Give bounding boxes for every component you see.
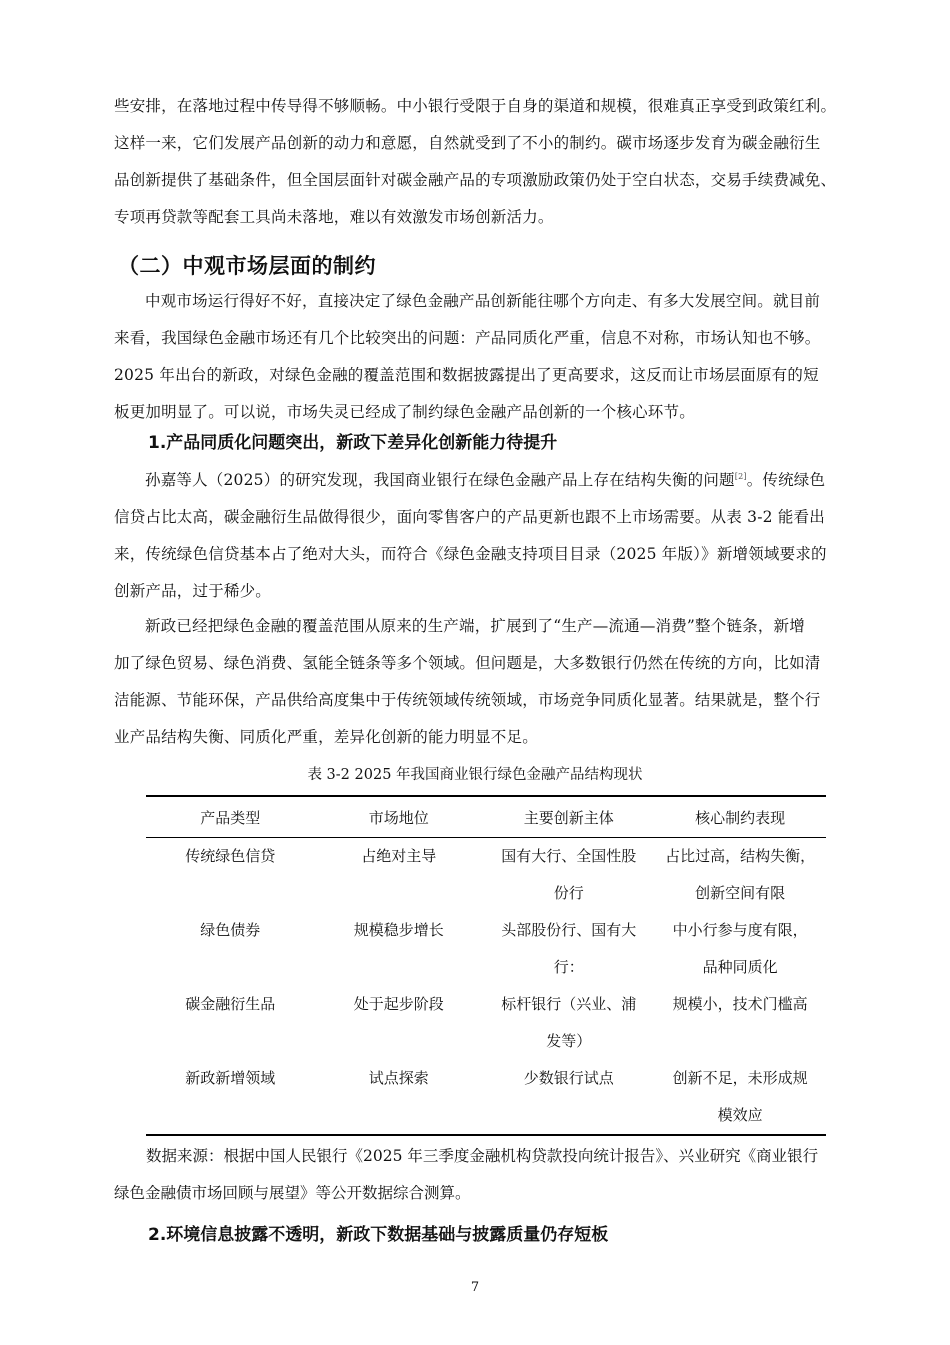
cell-line: 规模小，技术门槛高 bbox=[672, 995, 808, 1013]
table-cell: 规模稳步增长 bbox=[353, 921, 444, 939]
table-cell bbox=[483, 838, 654, 913]
table-cell bbox=[654, 1060, 826, 1135]
table-header-cell: 市场地位 bbox=[315, 796, 484, 838]
table-row bbox=[146, 838, 826, 913]
text-line: 来，传统绿色信贷基本占了绝对大头，而符合《绿色金融支持项目目录（2025 年版）》新增领域要求的 bbox=[114, 545, 827, 564]
text-line: 业产品结构失衡、同质化严重，差异化创新的能力明显不足。 bbox=[114, 728, 538, 746]
paragraph-policy-constraints bbox=[114, 88, 864, 236]
text-line: 品创新提供了基础条件，但全国层面针对碳金融产品的专项激励政策仍处于空白状态，交易手续费减免、 bbox=[114, 171, 837, 189]
text-segment: 。传统绿色 bbox=[746, 471, 826, 490]
text-line: 洁能源、节能环保，产品供给高度集中于传统领域传统领域，市场竞争同质化显著。结果就是，整个行 bbox=[114, 691, 821, 709]
text-line: 绿色金融债市场回顾与展望》等公开数据综合测算。 bbox=[114, 1184, 471, 1202]
text-line: 创新产品，过于稀少。 bbox=[114, 582, 272, 601]
table-cell bbox=[483, 912, 654, 986]
paragraph-research-findings bbox=[114, 458, 864, 610]
table-cell: 绿色债券 bbox=[200, 921, 261, 939]
table-row bbox=[146, 986, 826, 1060]
cell-line: 占比过高，结构失衡， bbox=[665, 847, 816, 865]
table-cell: 处于起步阶段 bbox=[353, 995, 444, 1013]
text-line: 板更加明显了。可以说，市场失灵已经成了制约绿色金融产品创新的一个核心环节。 bbox=[114, 403, 695, 421]
text-line: 来看，我国绿色金融市场还有几个比较突出的问题：产品同质化严重，信息不对称，市场认知也不够。 bbox=[114, 329, 821, 347]
text-line: 信贷占比太高，碳金融衍生品做得很少，面向零售客户的产品更新也跟不上市场需要。从表 3-2 能看出 bbox=[114, 508, 825, 527]
text-line: 数据来源：根据中国人民银行《2025 年三季度金融机构贷款投向统计报告》、兴业研究《商业银行 bbox=[146, 1147, 819, 1165]
product-structure-table bbox=[146, 795, 826, 1136]
subheading-disclosure: 2.环境信息披露不透明，新政下数据基础与披露质量仍存短板 bbox=[148, 1225, 609, 1245]
table-cell bbox=[483, 1060, 654, 1135]
cell-line: 标杆银行（兴业、浦 bbox=[501, 995, 637, 1013]
text-line bbox=[114, 458, 864, 499]
subheading-homogenization: 1.产品同质化问题突出，新政下差异化创新能力待提升 bbox=[148, 433, 558, 453]
cell-line: 行： bbox=[553, 958, 584, 976]
cell-line: 少数银行试点 bbox=[523, 1069, 614, 1087]
text-line: 新政已经把绿色金融的覆盖范围从原来的生产端，扩展到了“生产—流通—消费”整个链条，新增 bbox=[145, 617, 805, 635]
table-header-cell: 主要创新主体 bbox=[483, 796, 654, 838]
cell-line: 份行 bbox=[553, 884, 584, 902]
table-cell: 试点探索 bbox=[315, 1060, 484, 1135]
text-line: 中观市场运行得好不好，直接决定了绿色金融产品创新能往哪个方向走、有多大发展空间。就目前 bbox=[145, 292, 821, 310]
table-header-cell: 产品类型 bbox=[146, 796, 315, 838]
table-cell: 新政新增领域 bbox=[146, 1060, 315, 1135]
cell-line: 模效应 bbox=[717, 1106, 763, 1124]
table-row bbox=[146, 1060, 826, 1135]
table-cell bbox=[654, 986, 826, 1060]
table-cell bbox=[483, 986, 654, 1060]
section-heading-meso-market: （二）中观市场层面的制约 bbox=[118, 254, 376, 278]
cell-line: 头部股份行、国有大 bbox=[501, 921, 637, 939]
cell-line: 国有大行、全国性股 bbox=[501, 847, 637, 865]
cell-line: 品种同质化 bbox=[702, 958, 778, 976]
text-line: 2025 年出台的新政，对绿色金融的覆盖范围和数据披露提出了更高要求，这反而让市场层面原有的短 bbox=[114, 366, 819, 384]
cell-line: 创新不足，未形成规 bbox=[672, 1069, 808, 1087]
paragraph-new-policy bbox=[114, 608, 864, 756]
cell-line: 创新空间有限 bbox=[695, 884, 786, 902]
table-header-cell: 核心制约表现 bbox=[654, 796, 826, 838]
page-number: 7 bbox=[470, 1280, 480, 1295]
paragraph-meso-market bbox=[114, 283, 864, 431]
text-line: 些安排，在落地过程中传导得不够顺畅。中小银行受限于自身的渠道和规模，很难真正享受到政策红利。 bbox=[114, 97, 837, 115]
cell-line: 中小行参与度有限， bbox=[672, 921, 808, 939]
table-cell: 占绝对主导 bbox=[361, 847, 437, 865]
text-line: 专项再贷款等配套工具尚未落地，难以有效激发市场创新活力。 bbox=[114, 208, 554, 226]
text-line: 这样一来，它们发展产品创新的动力和意愿，自然就受到了不小的制约。碳市场逐步发育为碳金融衍生 bbox=[114, 134, 821, 152]
cell-line: 发等） bbox=[546, 1032, 592, 1050]
table-row bbox=[146, 912, 826, 986]
citation-reference[interactable]: [2] bbox=[734, 472, 747, 481]
table-cell: 碳金融衍生品 bbox=[185, 995, 276, 1013]
data-source-note bbox=[114, 1138, 866, 1212]
table-cell bbox=[654, 838, 826, 913]
table-cell bbox=[654, 912, 826, 986]
text-segment: 孙嘉等人（2025）的研究发现，我国商业银行在绿色金融产品上存在结构失衡的问题 bbox=[145, 471, 735, 490]
table-cell: 传统绿色信贷 bbox=[185, 847, 276, 865]
table-caption: 表 3-2 2025 年我国商业银行绿色金融产品结构现状 bbox=[307, 767, 643, 783]
text-line: 加了绿色贸易、绿色消费、氢能全链条等多个领域。但问题是，大多数银行仍然在传统的方向，比如清 bbox=[114, 654, 821, 672]
table-header-row bbox=[146, 796, 826, 838]
